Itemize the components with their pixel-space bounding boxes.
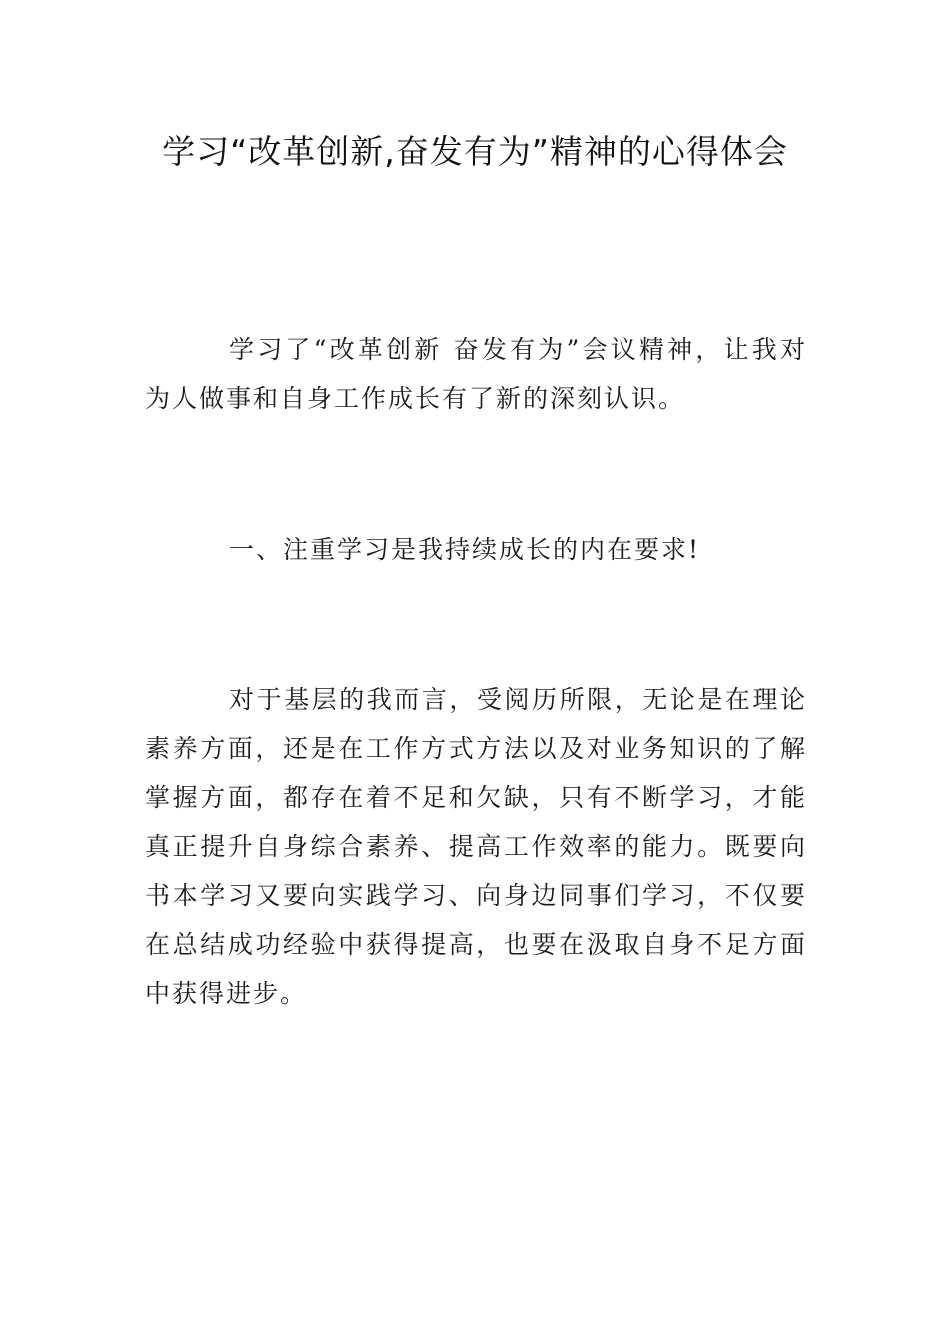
document-title: 学习“改革创新,奋发有为”精神的心得体会 xyxy=(162,132,788,171)
intro-paragraph: 学习了“改革创新 奋发有为”会议精神，让我对为人做事和自身工作成长有了新的深刻认识。 xyxy=(145,335,807,413)
body-paragraph: 对于基层的我而言，受阅历所限，无论是在理论素养方面，还是在工作方式方法以及对业务知识的了解掌握方面，都存在着不足和欠缺，只有不断学习，才能真正提升自身综合素养、提高工作效率的能力。既要向书本学习又要向实践学习、向身边同事们学习，不仅要在总结成功经验中获得提高，也要在汲取自身不足方面中获得进步。 xyxy=(145,685,807,1008)
section-heading: 一、注重学习是我持续成长的内在要求! xyxy=(229,535,701,564)
